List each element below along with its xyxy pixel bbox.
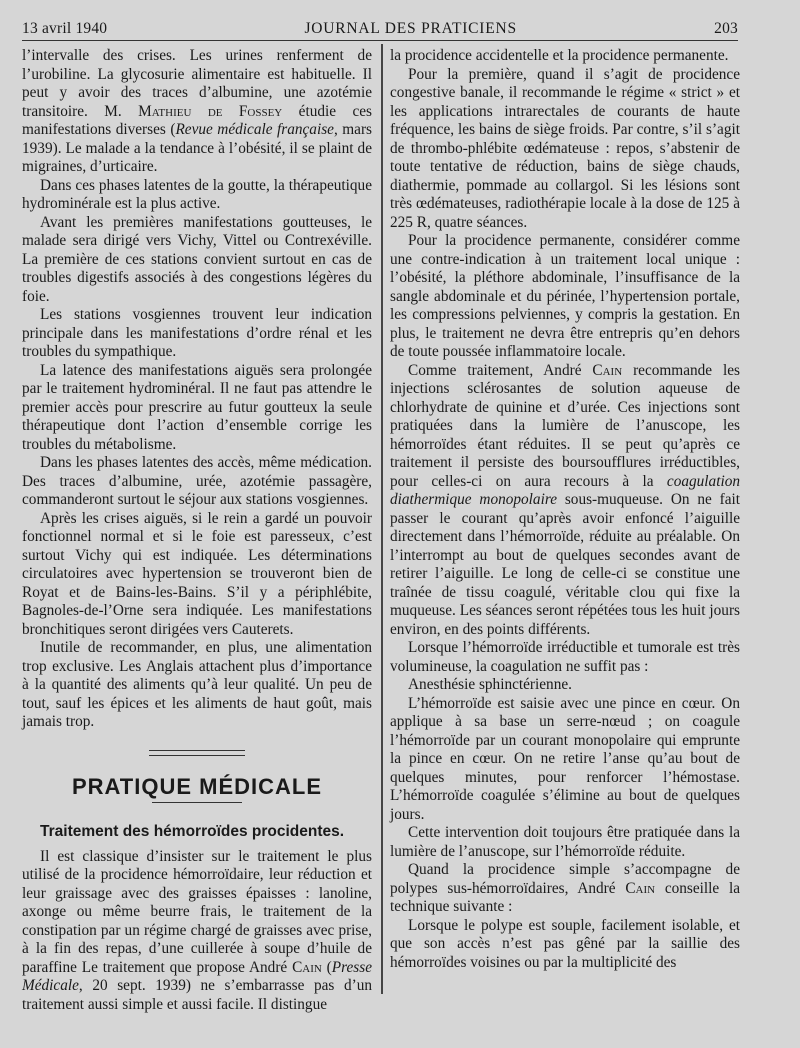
running-header <box>22 14 738 41</box>
left-column <box>22 47 372 1014</box>
section-rule <box>152 802 242 803</box>
issue-date: 13 avril 1940 <box>22 20 108 37</box>
column-divider <box>381 44 383 994</box>
section-separator <box>149 750 245 756</box>
paragraph: Pour la première, quand il s’agit de procidence congestive banale, il recommande le régime « strict » et les applications intrarectales de courants de haute fréquence, les bains de siège froids. Par contre, s’il s’agit de thrombo-phlébite œdémateuse : repos, s’abstenir de toute tentative de réduction, bains de siège chauds, diathermie, pommade au collargol. Si les lésions sont très œdémateuses, radiothérapie locale à la dose de 125 à 225 R, quatre séances. <box>390 65 740 231</box>
right-column <box>390 47 740 972</box>
technique-name: coagulation diathermique monopolaire <box>390 472 740 508</box>
author-name: Cain <box>592 361 623 379</box>
paragraph: Dans ces phases latentes de la goutte, la thérapeutique hydrominérale est la plus active. <box>22 176 372 212</box>
paragraph: Cette intervention doit toujours être pratiquée dans la lumière de l’anuscope, sur l’hémorroïde réduite. <box>390 824 740 860</box>
author-name: Cain <box>625 879 656 897</box>
paragraph: Avant les premières manifestations goutteuses, le malade sera dirigé vers Vichy, Vittel ou Contrexéville. La première de ces stations convient surtout en cas de troubles digestifs associés à des congestions légères du foie. <box>22 213 372 305</box>
paragraph: Inutile de recommander, en plus, une alimentation trop exclusive. Les Anglais attachent plus d’importance à la quantité des aliments qu’à leur qualité. Un peu de tout, sauf les épices et les aliments de haut goût, mais jamais trop. <box>22 639 372 730</box>
paragraph: la procidence accidentelle et la procidence permanente. <box>390 47 729 64</box>
section-title: PRATIQUE MÉDICALE <box>71 773 323 799</box>
page-number: 203 <box>714 20 738 37</box>
paragraph: Quand la procidence simple s’accompagne de polypes sus-hémorroïdaires, André Cain conseille la technique suivante : <box>390 861 740 915</box>
journal-reference: Revue médicale française <box>175 121 334 138</box>
paragraph: Lorsque l’hémorroïde irréductible et tumorale est très volumineuse, la coagulation ne suffit pas : <box>390 639 740 675</box>
paragraph: Pour la procidence permanente, considérer comme une contre-indication à un traitement local unique : l’obésité, la pléthore abdominale, l’insuffisance de la sangle abdominale et du périnée, l’hypertension portale, les compressions pelviennes, y compris la gestation. En plus, le traitement ne devra être entrepris qu’en dehors de toute poussée inflammatoire locale. <box>390 232 740 360</box>
article-title: Traitement des hémorroïdes procidentes. <box>40 823 345 840</box>
journal-reference: Presse Médicale <box>22 958 372 994</box>
paragraph: Lorsque le polype est souple, facilement isolable, et que son accès n’est pas gêné par la saillie des hémorroïdes voisines ou par la multiplicité des <box>390 916 740 971</box>
paragraph: Anesthésie sphinctérienne. <box>408 676 572 693</box>
paragraph: Dans les phases latentes des accès, même médication. Des traces d’albumine, urée, azotémie passagère, commanderont surtout le séjour aux stations vosgiennes. <box>22 454 372 508</box>
paragraph: Comme traitement, André Cain recommande les injections sclérosantes de solution aqueuse de chlorhydrate de quinine et d’urée. Ces injections sont pratiquées dans la lumière de l’anuscope, les hémorroïdes étant réduites. Il se peut qu’après ce traitement il persiste des boursoufflures irréductibles, pour celles-ci on aura recours à la coagulation diathermique monopolaire sous-muqueuse. On ne fait passer le courant qu’après avoir enfoncé l’aiguille directement dans l’hémorroïde, réduite au préalable. On l’interrompt au bout de quelques secondes avant de retirer l’aiguille. Le long de celle-ci se constitue une traînée de tissu coagulé, véritable clou qui fixe la muqueuse. Les séances seront répétées tous les huit jours environ, en des points différents. <box>390 361 740 638</box>
paragraph: Après les crises aiguës, si le rein a gardé un pouvoir fonctionnel normal et si le foie est paresseux, c’est surtout Vichy qui est indiquée. Les déterminations circulatoires avec hypertension se trouveront bien de Royat et de Bains-les-Bains. S’il y a périphlébite, Bagnoles-de-l’Orne sera indiquée. Les manifestations bronchitiques seront dirigées vers Cauterets. <box>22 509 372 638</box>
paragraph: Il est classique d’insister sur le traitement le plus utilisé de la procidence hémorroïdaire, leur réduction et leur graissage avec des graisses épaisses : lanoline, axonge ou même beurre frais, le traitement de la constipation par un régime chargé de graisses avec prise, à la fin des repas, d’une cuillerée à soupe d’huile de paraffine Le traitement que propose André Cain (Presse Médicale, 20 sept. 1939) ne s’embarrasse pas d’un traitement aussi simple et aussi facile. Il distingue <box>22 847 372 1013</box>
author-name: Cain <box>292 958 322 976</box>
author-name: Mathieu de Fossey <box>138 102 283 120</box>
journal-title: JOURNAL DES PRATICIENS <box>304 20 517 37</box>
paragraph: L’hémorroïde est saisie avec une pince en cœur. On applique à sa base un serre-nœud ; on coagule l’hémorroïde par un courant monopolaire qui emprunte la pince en cœur. On ne retire l’anse qu’au bout de quelques minutes, pour renforcer l’hémostase. L’hémorroïde coagulée s’élimine au bout de quelques jours. <box>390 694 740 823</box>
paragraph: l’intervalle des crises. Les urines renferment de l’urobiline. La glycosurie alimentaire est habituelle. Il peut y avoir des traces d’albumine, une azotémie transitoire. M. Mathieu de Fossey étudie ces manifestations diverses (Revue médicale française, mars 1939). Le malade a la tendance à l’obésité, il se plaint de migraines, d’urticaire. <box>22 47 372 175</box>
paragraph: La latence des manifestations aiguës sera prolongée par le traitement hydrominéral. Il ne faut pas attendre le premier accès pour prescrire au futur goutteux la seule thérapeutique dont l’action d’ensemble corrige les troubles du métabolisme. <box>22 361 372 453</box>
paragraph: Les stations vosgiennes trouvent leur indication principale dans les manifestations d’ordre rénal et les troubles du sympathique. <box>22 306 372 360</box>
